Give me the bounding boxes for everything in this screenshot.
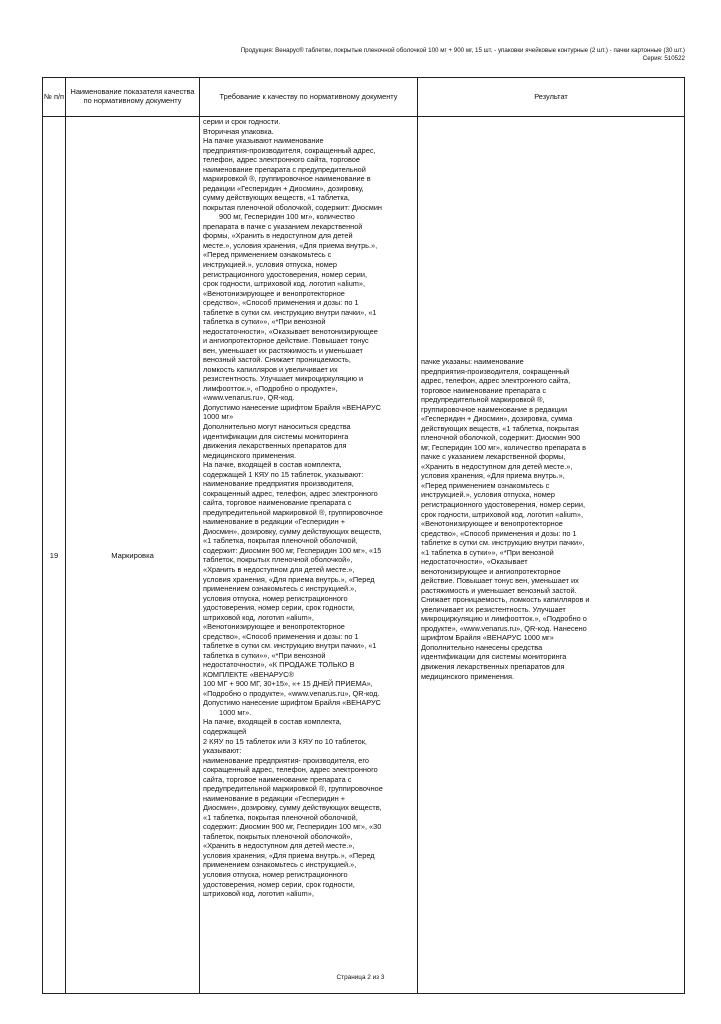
text-line: таблеток, покрытых пленочной оболочкой»,	[203, 555, 353, 565]
product-line: Продукция: Венарус® таблетки, покрытые пленочной оболочкой 100 мг + 900 мг, 15 шт. - упаковки ячейковые контурные (2 шт.) - пачки картонные (30 шт.)	[240, 47, 685, 54]
text-line: регистрационного удостоверения, номер серии,	[203, 269, 367, 279]
text-line: Дополнительно нанесены средства	[421, 642, 543, 652]
text-line: предупредительной маркировкой ®, группировочное	[203, 784, 383, 794]
text-line: «www.venarus.ru», QR-код.	[203, 393, 295, 403]
text-line: 2 КЯУ по 15 таблеток или 3 КЯУ по 10 таблеток,	[203, 736, 367, 746]
series-line: Серия: 510522	[642, 55, 685, 62]
text-line: движения лекарственных препаратов для	[421, 662, 565, 671]
text-line: вен, уменьшает их растяжимость и уменьшает	[203, 345, 363, 355]
text-line: ломкость капилляров и увеличивает их	[203, 364, 338, 374]
text-line: «Хранить в недоступном для детей месте.»,	[203, 564, 355, 574]
result-cell	[418, 117, 685, 994]
text-line: недостаточности», «К ПРОДАЖЕ ТОЛЬКО В	[203, 660, 355, 670]
requirement-cell	[200, 117, 418, 994]
text-line: предприятия-производителя, сокращенный	[421, 366, 570, 376]
requirement-text	[200, 117, 417, 993]
table-row	[43, 117, 685, 994]
text-line: регистрационного удостоверения, номер серии,	[421, 499, 585, 509]
row-number: 19	[43, 117, 66, 994]
text-line: условия отпуска, номер регистрационного	[203, 869, 348, 879]
text-line: и ангиопротекторное действие. Повышает тонус	[203, 336, 369, 346]
text-line: 1000 мг».	[219, 707, 252, 717]
text-line: «Венотонизирующее и венопротекторное	[203, 622, 345, 632]
text-line: препарата в пачке с указанием лекарственной	[203, 221, 363, 231]
text-line: срок годности, штриховой код, логотип «alium»,	[203, 279, 366, 289]
col-header-result: Результат	[418, 78, 685, 117]
text-line: применением ознакомьтесь с инструкцией.»,	[203, 584, 357, 594]
text-line: предупредительной маркировкой ®,	[421, 395, 545, 405]
text-line: сайта, торговое наименование препарата с	[203, 498, 352, 508]
text-line: «Венотонизирующее и венопротекторное	[203, 288, 345, 298]
text-line: применением ознакомьтесь с инструкцией.»,	[203, 860, 357, 870]
text-line: Допустимо нанесение шрифтом Брайля «ВЕНАРУС	[203, 698, 381, 708]
text-line: формы, «Хранить в недоступном для детей	[203, 231, 353, 241]
text-line: действие. Повышает тонус вен, уменьшает их	[421, 576, 579, 586]
text-line: шрифтом Брайля «ВЕНАРУС 1000 мг»	[421, 633, 554, 643]
text-line: лимфоотток.», «Подробно о продукте»,	[203, 383, 338, 393]
text-line: штриховой код, логотип «alium»,	[203, 612, 314, 622]
text-line: «Перед применением ознакомьтесь с	[421, 480, 550, 490]
text-line: растяжимость и уменьшает венозный застой.	[421, 585, 577, 595]
col-header-requirement: Требование к качеству по нормативному документу	[200, 78, 418, 117]
text-line: указывают:	[203, 746, 242, 756]
text-line: средство», «Способ применения и дозы: по 1	[421, 528, 577, 538]
text-line: «Подробно о продукте», «www.venarus.ru», QR-код.	[203, 688, 380, 698]
col-header-number: № п/п	[43, 78, 66, 117]
text-line: таблетка в сутки»», «*При венозной	[203, 650, 326, 660]
text-line: удостоверения, номер серии, срок годности,	[203, 879, 355, 889]
text-line: сайта, торговое наименование препарата с	[203, 774, 352, 784]
text-line: наименование препарата с предупредительной	[203, 164, 366, 174]
text-line: сумму действующих веществ, «1 таблетка,	[203, 193, 350, 203]
quality-table	[42, 77, 685, 994]
text-line: условия хранения, «Для приема внутрь.»,	[421, 471, 565, 481]
text-line: средство», «Способ применения и дозы: по 1	[203, 298, 359, 308]
text-line: «1 таблетка, покрытая пленочной оболочкой,	[203, 812, 358, 822]
text-line: условия хранения, «Для приема внутрь.», «Перед	[203, 850, 375, 860]
col-header-indicator: Наименование показателя качества по нормативному документу	[66, 78, 200, 117]
text-line: «1 таблетка, покрытая пленочной оболочкой,	[203, 536, 358, 546]
text-line: содержит: Диосмин 900 мг, Гесперидин 100 мг», «15	[203, 545, 382, 555]
text-line: мг, Гесперидин 100 мг», количество препарата в	[421, 442, 587, 452]
text-line: «Хранить в недоступном для детей месте.»,	[421, 461, 573, 471]
text-line: покрытая пленочной оболочкой, содержит: Диосмин	[203, 202, 382, 212]
text-line: пленочной оболочкой, содержит: Диосмин 900	[421, 433, 581, 443]
text-line: движения лекарственных препаратов для	[203, 441, 347, 451]
text-line: адрес, телефон, адрес электронного сайта,	[421, 376, 571, 386]
text-line: предприятия-производителя, сокращенный адрес,	[203, 145, 376, 155]
text-line: микроциркуляцию и лимфоотток.», «Подробно о	[421, 614, 587, 624]
text-line: 1000 мг»	[203, 412, 234, 422]
text-line: «1 таблетка в сутки»», «*При венозной	[421, 547, 554, 557]
indicator-name: Маркировка	[66, 117, 200, 994]
text-line: резистентность. Улучшает микроциркуляцию и	[203, 374, 364, 384]
text-line: Диосмин», дозировку, сумму действующих веществ,	[203, 803, 382, 813]
text-line: недостаточности», «Оказывает	[421, 557, 528, 567]
text-line: идентификации для системы мониторинга	[421, 652, 567, 662]
text-line: недостаточности», «Оказывает венотонизирующее	[203, 326, 378, 336]
text-line: венотонизирующее и ангиопротекторное	[421, 566, 561, 576]
text-line: медицинского применения.	[421, 671, 515, 681]
text-line: содержащей 1 КЯУ по 15 таблеток, указывают:	[203, 469, 364, 479]
text-line: идентификации для системы мониторинга	[203, 431, 349, 441]
text-line: сокращенный адрес, телефон, адрес электронного	[203, 765, 378, 775]
text-line: пачке с указанием лекарственной формы,	[421, 452, 566, 462]
text-line: срок годности, штриховой код, логотип «alium»,	[421, 509, 584, 519]
text-line: На пачке, входящей в состав комплекта,	[203, 460, 342, 470]
text-line: продукте», «www.venarus.ru», QR-код. Нанесено	[421, 623, 587, 633]
text-line: инструкцией.», условия отпуска, номер	[421, 490, 555, 500]
text-line: редакции «Гесперидин + Диосмин», дозировку,	[203, 183, 364, 193]
text-line: таблетка в сутки»», «*При венозной	[203, 317, 326, 327]
text-line: таблетке в сутки см. инструкцию внутри пачки», «1	[203, 307, 377, 317]
text-line: Диосмин», дозировку, сумму действующих веществ,	[203, 526, 382, 536]
text-line: торговое наименование препарата с	[421, 385, 547, 395]
text-line: 900 мг, Гесперидин 100 мг», количество	[219, 212, 355, 222]
text-line: маркировкой ®, группировочное наименование в	[203, 174, 371, 184]
text-line: месте.», условия хранения, «Для приема внутрь.»,	[203, 240, 378, 250]
text-line: Допустимо нанесение шрифтом Брайля «ВЕНАРУС	[203, 402, 381, 412]
text-line: На пачке, входящей в состав комплекта,	[203, 717, 342, 727]
text-line: сокращенный адрес, телефон, адрес электронного	[203, 488, 378, 498]
text-line: увеличивает их резистентность. Улучшает	[421, 604, 566, 614]
text-line: наименование в редакции «Гесперидин +	[203, 793, 346, 803]
text-line: группировочное наименование в редакции	[421, 404, 568, 414]
text-line: содержащей	[203, 727, 247, 736]
text-line: венозный застой. Снижает проницаемость,	[203, 355, 351, 365]
result-text	[418, 117, 684, 681]
text-line: удостоверения, номер серии, срок годности,	[203, 603, 355, 613]
text-line: На пачке указывают наименование	[203, 136, 324, 146]
text-line: медицинского применения.	[203, 450, 297, 460]
text-line: КОМПЛЕКТЕ «ВЕНАРУС®	[203, 669, 294, 679]
text-line: таблетке в сутки см. инструкцию внутри пачки», «1	[203, 641, 377, 651]
text-line: «Гесперидин + Диосмин», дозировка, сумма	[421, 414, 573, 424]
text-line: инструкцией.», условия отпуска, номер	[203, 259, 337, 269]
text-line: Вторичная упаковка.	[203, 126, 274, 136]
text-line: условия хранения, «Для приема внутрь.», «Перед	[203, 574, 375, 584]
text-line: Дополнительно могут наноситься средства	[203, 422, 351, 431]
text-line: средство», «Способ применения и дозы: по 1	[203, 631, 359, 641]
text-line: пачке указаны: наименование	[421, 357, 524, 366]
text-line: 100 МГ + 900 МГ, 30+15», «+ 15 ДНЕЙ ПРИЕМА»,	[203, 679, 373, 689]
table-header-row	[43, 78, 685, 117]
text-line: Снижает проницаемость, ломкость капилляров и	[421, 595, 590, 605]
text-line: действующих веществ, «1 таблетка, покрытая	[421, 423, 579, 433]
text-line: таблеток, покрытых пленочной оболочкой»,	[203, 831, 353, 841]
text-line: «Перед применением ознакомьтесь с	[203, 250, 332, 260]
page-number: Страница 2 из 3	[336, 974, 385, 981]
text-line: содержит: Диосмин 900 мг, Гесперидин 100 мг», «30	[203, 822, 382, 832]
text-line: штриховой код, логотип «alium»,	[203, 889, 314, 899]
text-line: предупредительной маркировкой ®, группировочное	[203, 507, 383, 517]
text-line: наименование в редакции «Гесперидин +	[203, 517, 346, 527]
text-line: наименование предприятия- производителя, его	[203, 755, 369, 765]
text-line: условия отпуска, номер регистрационного	[203, 593, 348, 603]
text-line: телефон, адрес электронного сайта, торговое	[203, 155, 360, 165]
text-line: «Венотонизирующее и венопротекторное	[421, 519, 563, 529]
text-line: таблетке в сутки см. инструкцию внутри пачки»,	[421, 538, 585, 548]
text-line: «Хранить в недоступном для детей месте.»,	[203, 841, 355, 851]
text-line: серии и срок годности.	[203, 117, 281, 126]
text-line: наименование предприятия производителя,	[203, 479, 354, 489]
